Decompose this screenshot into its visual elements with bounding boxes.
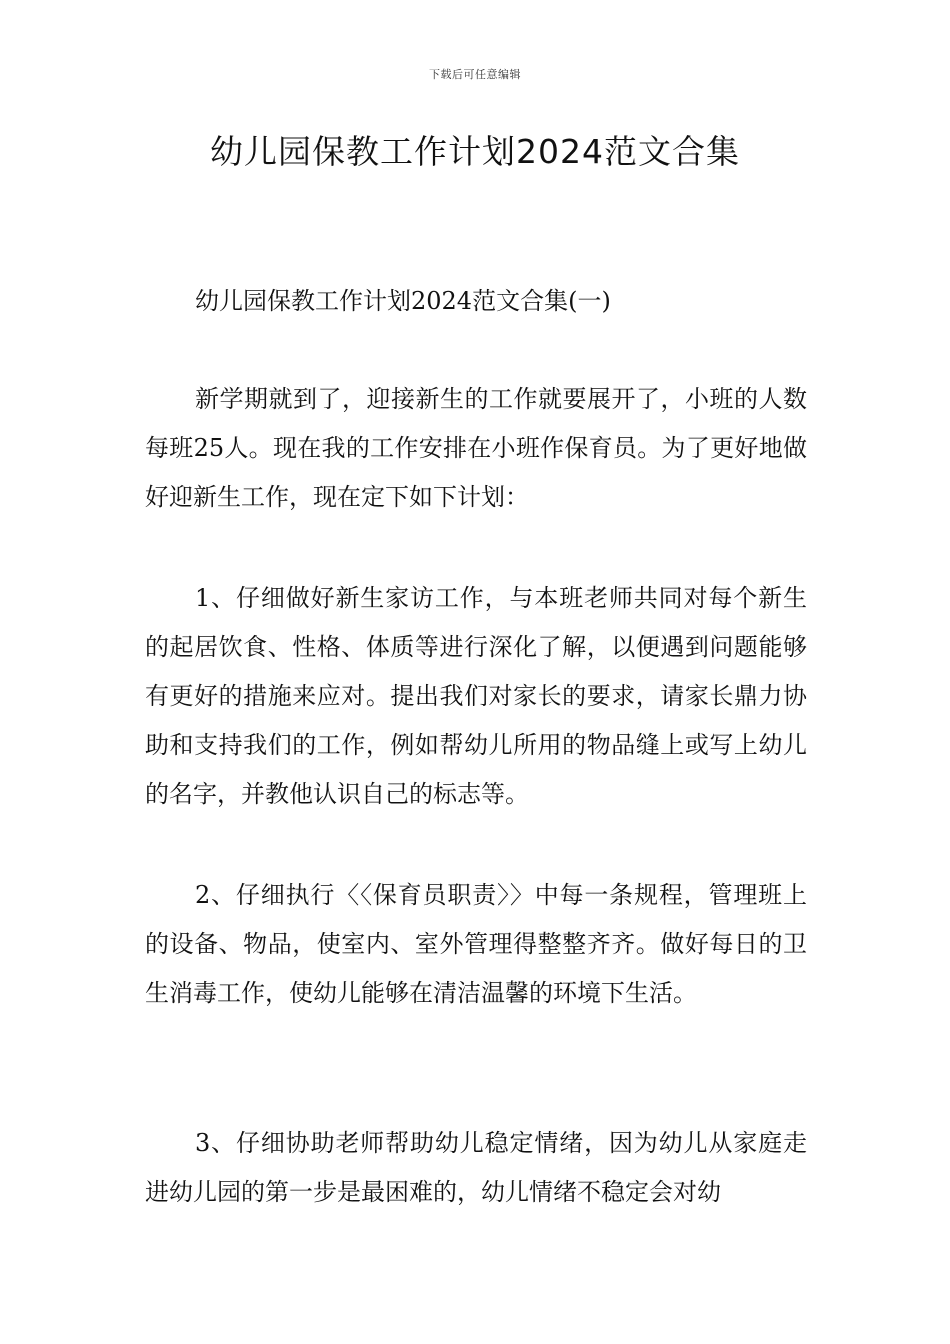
section-heading: 幼儿园保教工作计划2024范文合集(一) — [195, 287, 611, 315]
paragraph-item-2: 2、仔细执行〈〈保育员职责〉〉中每一条规程，管理班上的设备、物品，使室内、室外管理得整整齐齐。做好每日的卫生消毒工作，使幼儿能够在清洁温馨的环境下生活。 — [145, 881, 807, 1007]
paragraph-intro: 新学期就到了，迎接新生的工作就要展开了，小班的人数每班25人。现在我的工作安排在小班作保育员。为了更好地做好迎新生工作，现在定下如下计划： — [145, 385, 807, 511]
header-note: 下载后可任意编辑 — [429, 68, 521, 81]
paragraph-item-1: 1、仔细做好新生家访工作，与本班老师共同对每个新生的起居饮食、性格、体质等进行深化了解，以便遇到问题能够有更好的措施来应对。提出我们对家长的要求，请家长鼎力协助和支持我们的工作，例如帮幼儿所用的物品缝上或写上幼儿的名字，并教他认识自己的标志等。 — [145, 584, 807, 808]
paragraph-item-3: 3、仔细协助老师帮助幼儿稳定情绪，因为幼儿从家庭走进幼儿园的第一步是最困难的，幼儿情绪不稳定会对幼 — [145, 1129, 807, 1206]
document-title: 幼儿园保教工作计划2024范文合集 — [210, 132, 740, 171]
